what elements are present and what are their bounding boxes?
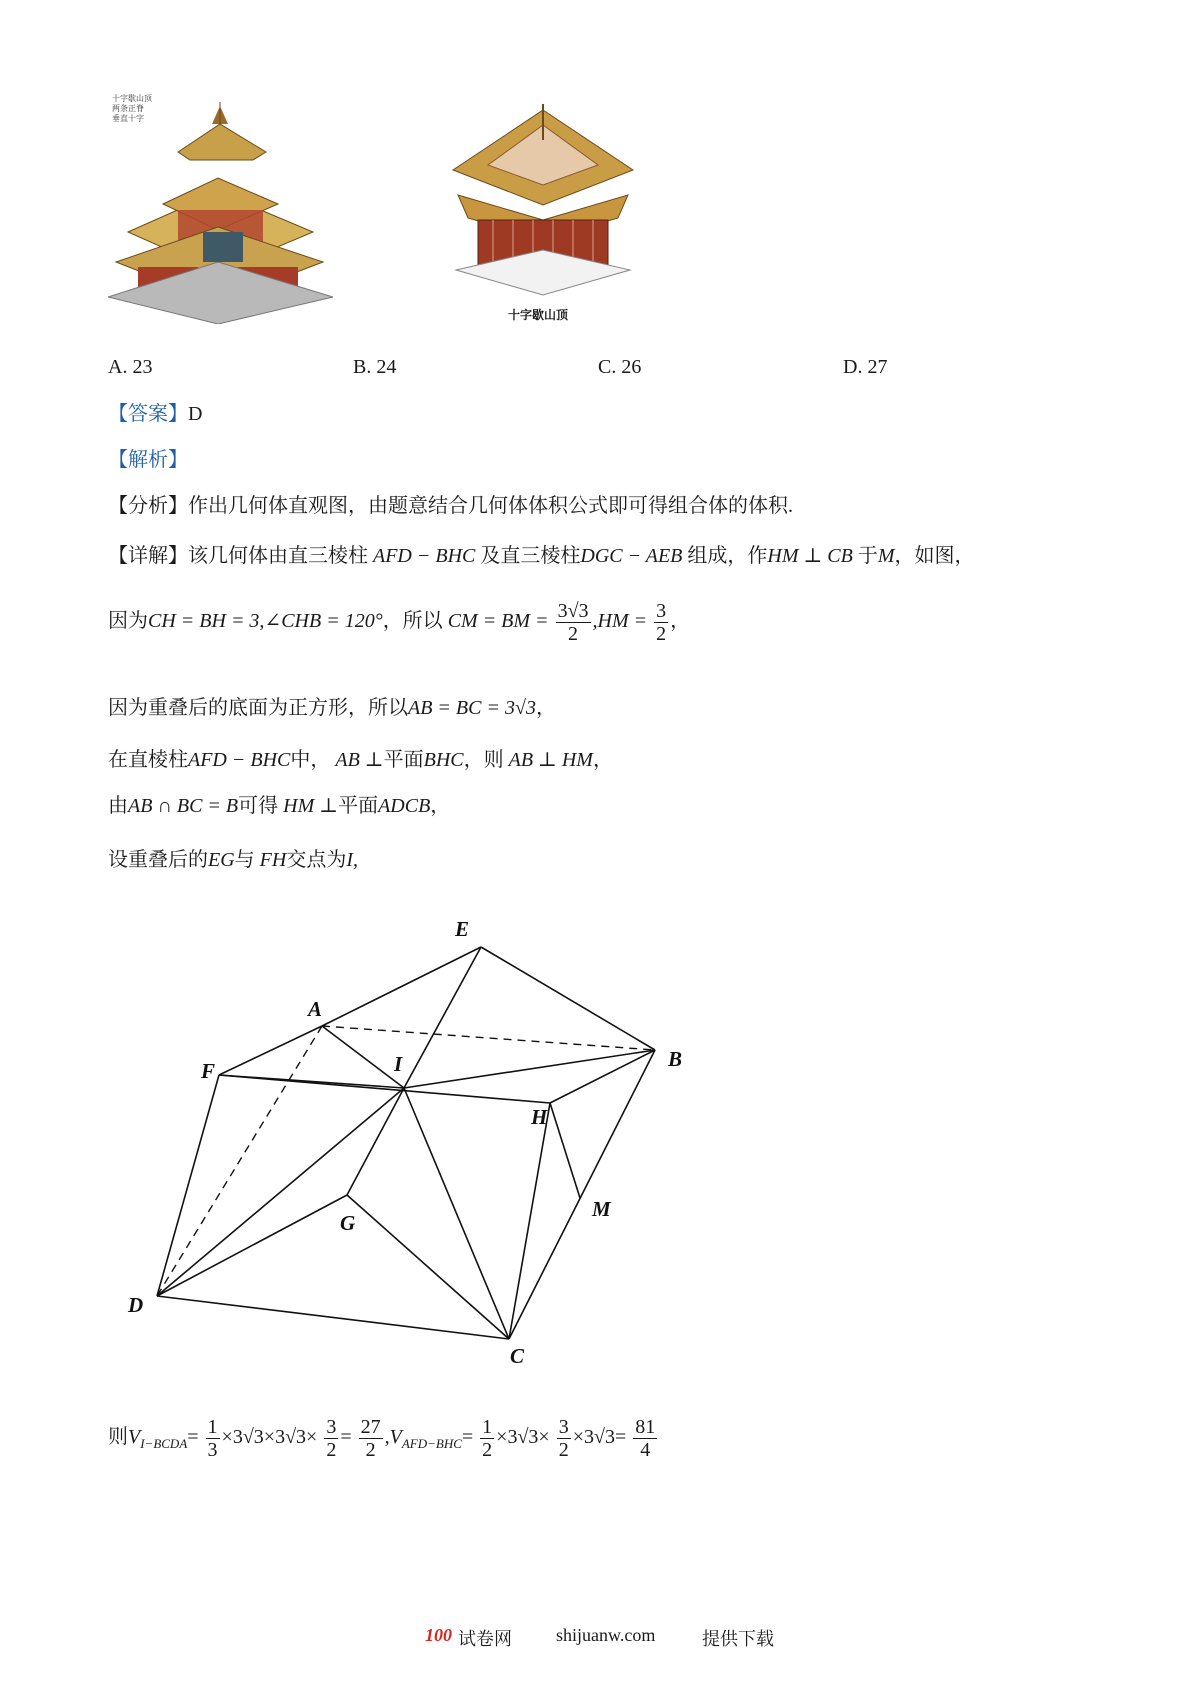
option-b: B. 24 (353, 356, 397, 378)
edge-EB (481, 947, 655, 1050)
edge-AD-dashed (157, 1026, 322, 1296)
edge-ID (157, 1088, 404, 1296)
detail-line-6: 设重叠后的EG与 FH交点为I, (108, 849, 359, 871)
option-d: D. 27 (843, 356, 888, 378)
edge-EA (322, 947, 481, 1026)
fenxi-line: 【分析】作出几何体直观图，由题意结合几何体体积公式即可得组合体的体积. (108, 495, 793, 517)
label-G: G (340, 1211, 356, 1235)
detail-line-2: 因为CH = BH = 3,∠CHB = 120°，所以 CM = BM = $\frac{3√3}{2}$ ,HM = $\frac{3}{2}$ ， (108, 600, 691, 645)
left-image-caption: 十字歇山顶 两条正脊 垂直十字 (112, 94, 152, 123)
label-C: C (510, 1344, 525, 1368)
option-a: A. 23 (108, 356, 153, 378)
edge-FD (157, 1075, 219, 1296)
option-c: C. 26 (598, 356, 642, 378)
edge-EI (404, 947, 481, 1088)
answer-value: D (188, 403, 203, 425)
detail-line-1: 【详解】该几何体由直三棱柱 AFD − BHC 及直三棱柱DGC − AEB 组成，作HM ⊥ CB 于M，如图， (108, 545, 975, 567)
footer-site-name: 试卷网 (458, 1629, 512, 1649)
label-H: H (531, 1105, 548, 1129)
edge-IG (347, 1088, 404, 1195)
volume-line: 则$V_{I-BCDA}=$ $\frac{1}{3}$ ×3√3×3√3× $\frac{3}{2}$ = $\frac{27}{2}$ $,V_{AFD-BHC}=$ $\frac{1}{2}$ ×3√3× $\frac{3}{2}$ ×3√3= $\frac{81}{4}$ (108, 1416, 656, 1461)
footer-note: 提供下载 (702, 1629, 774, 1649)
edge-HM (550, 1103, 580, 1198)
label-B: B (668, 1047, 683, 1071)
edge-AI (322, 1026, 404, 1088)
edge-AB-dashed (322, 1026, 655, 1050)
fraction-3-over-2: $\frac{3}{2}$ (656, 600, 667, 645)
label-I: I (394, 1052, 403, 1076)
label-E: E (455, 917, 470, 941)
analysis-heading: 【解析】 (108, 449, 188, 471)
edge-FH (219, 1075, 550, 1103)
edge-IC (404, 1088, 509, 1339)
edge-BC (509, 1050, 655, 1339)
detail-line-4: 在直棱柱AFD − BHC中， AB ⊥平面BHC，则 AB ⊥ HM， (108, 749, 613, 771)
footer-logo: 100 (425, 1625, 452, 1645)
edge-GD (157, 1195, 347, 1296)
edge-DC (157, 1296, 509, 1339)
right-image-caption: 十字歇山顶 (508, 308, 569, 322)
label-M: M (592, 1197, 611, 1221)
detail-line-3: 因为重叠后的底面为正方形，所以AB = BC = 3√3， (108, 697, 556, 719)
footer-url[interactable]: shijuanw.com (556, 1625, 656, 1645)
fraction-3sqrt3-over-2: $\frac{3√3}{2}$ (557, 600, 589, 645)
answer-tag: 【答案】 (108, 403, 188, 425)
label-D: D (128, 1293, 144, 1317)
label-A: A (308, 997, 323, 1021)
label-F: F (201, 1059, 216, 1083)
detail-line-5: 由AB ∩ BC = B可得 HM ⊥平面ADCB， (108, 795, 451, 817)
edge-GC (347, 1195, 509, 1339)
edge-HC (509, 1103, 550, 1339)
